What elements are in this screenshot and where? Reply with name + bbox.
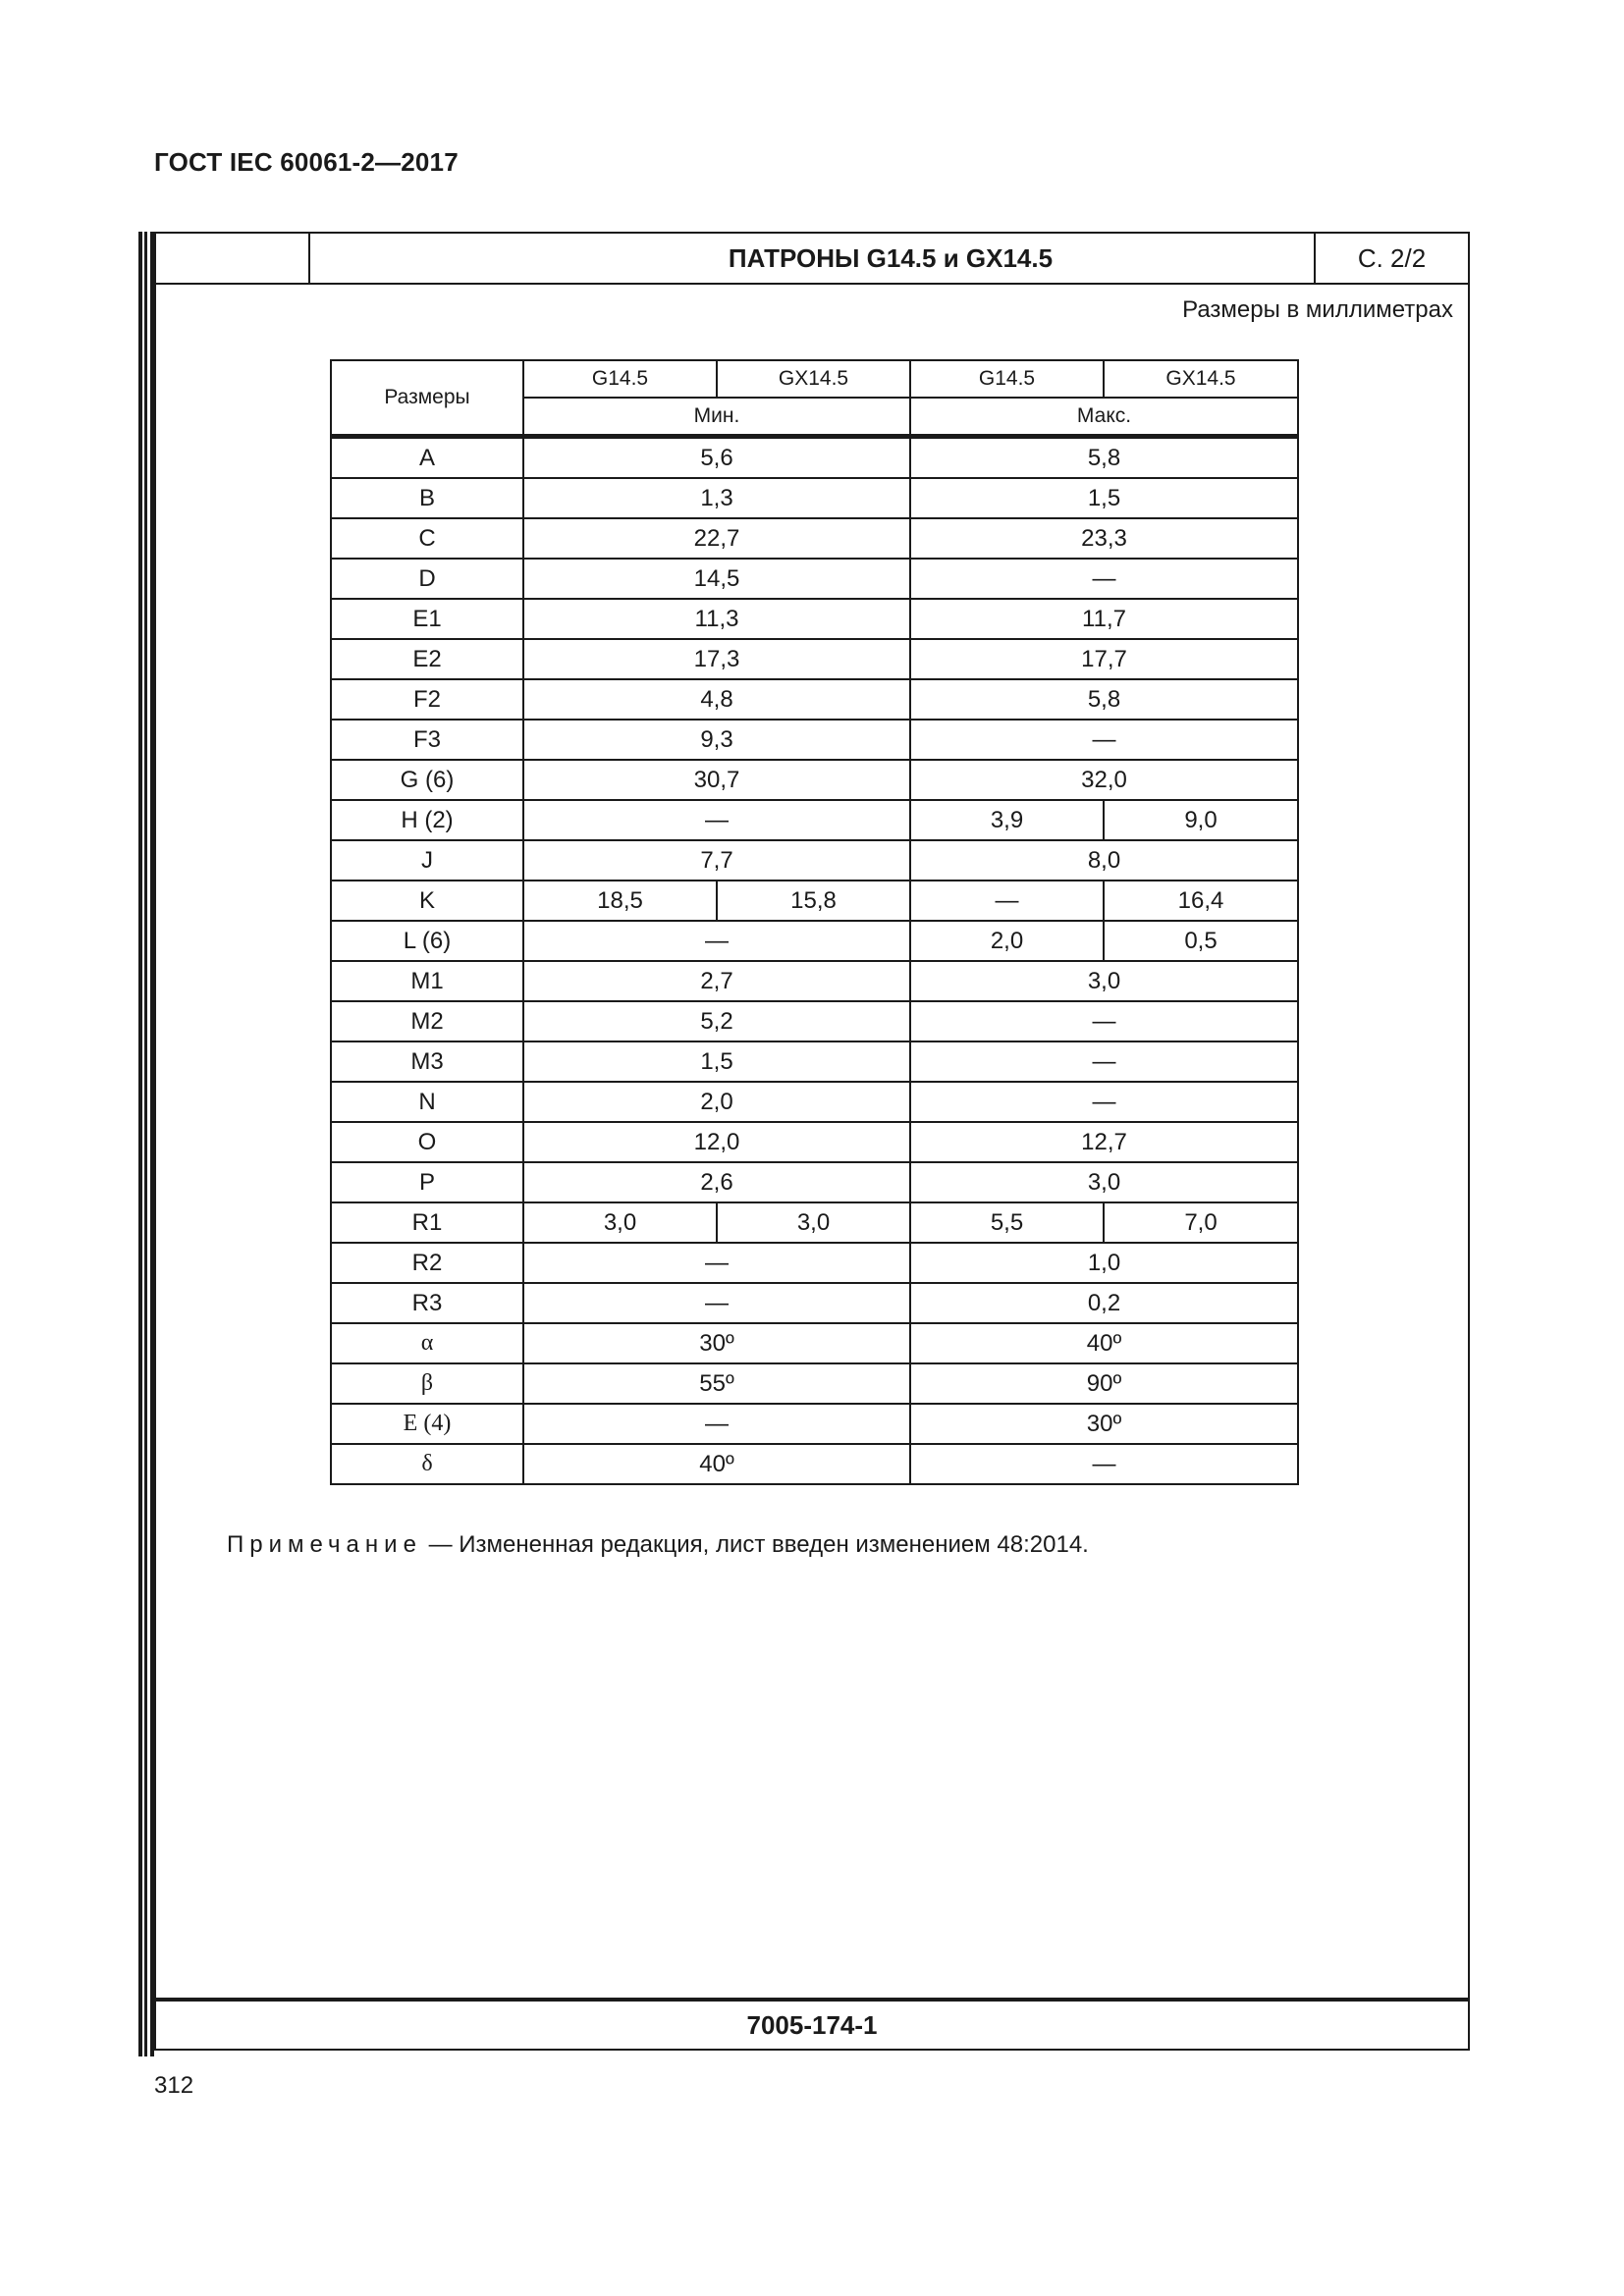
dimension-name: A [331,437,523,479]
dimension-name: M3 [331,1041,523,1082]
dimension-name: L (6) [331,921,523,961]
value-min: 55º [523,1363,910,1404]
column-header-dimensions: Размеры [331,360,523,437]
value-max: 5,5 [910,1202,1104,1243]
value-max: 23,3 [910,518,1298,559]
table-row [331,760,1298,800]
value-min: 3,0 [523,1202,717,1243]
column-header-gx145-max: GX14.5 [1104,360,1298,398]
page-number: 312 [154,2072,194,2099]
binding-margin-bar [138,232,154,2056]
dimension-name: B [331,478,523,518]
value-min: 7,7 [523,840,910,881]
value-max: 7,0 [1104,1202,1298,1243]
sheet-code: 7005-174-1 [156,1998,1468,2049]
value-min: 1,5 [523,1041,910,1082]
value-max: 9,0 [1104,800,1298,840]
column-header-g145-max: G14.5 [910,360,1104,398]
table-row [331,1082,1298,1122]
sheet-title: ПАТРОНЫ G14.5 и GX14.5 [728,242,1054,273]
value-min: — [523,1243,910,1283]
value-min: 15,8 [717,881,910,921]
table-row [331,800,1298,840]
dimension-name: M2 [331,1001,523,1041]
dimension-name: R2 [331,1243,523,1283]
value-max: 12,7 [910,1122,1298,1162]
table-row [331,840,1298,881]
table-row [331,478,1298,518]
dimension-name: J [331,840,523,881]
column-header-g145-min: G14.5 [523,360,717,398]
dimension-name: C [331,518,523,559]
value-min: 3,0 [717,1202,910,1243]
table-row [331,1444,1298,1484]
dimension-name: N [331,1082,523,1122]
table-row [331,599,1298,639]
value-min: 5,2 [523,1001,910,1041]
value-max: 0,5 [1104,921,1298,961]
table-row [331,720,1298,760]
value-min: — [523,921,910,961]
table-row [331,961,1298,1001]
sheet-frame [154,232,1470,2051]
dimension-name: H (2) [331,800,523,840]
sheet-page-indicator: С. 2/2 [1314,234,1468,283]
value-max: 1,0 [910,1243,1298,1283]
table-row [331,921,1298,961]
value-max: 2,0 [910,921,1104,961]
value-max: 40º [910,1323,1298,1363]
value-max: 17,7 [910,639,1298,679]
value-min: 2,7 [523,961,910,1001]
dimension-name: F3 [331,720,523,760]
table-row [331,1323,1298,1363]
value-max: — [910,1001,1298,1041]
dimensions-table [330,359,1299,1485]
note-label: Примечание [227,1531,422,1558]
note-text: — Измененная редакция, лист введен изменением 48:2014. [421,1531,1089,1558]
value-min: 2,6 [523,1162,910,1202]
value-min: 18,5 [523,881,717,921]
dimension-name: G (6) [331,760,523,800]
value-min: — [523,1283,910,1323]
table-row [331,1162,1298,1202]
dimension-name: F2 [331,679,523,720]
table-row [331,1404,1298,1444]
dimension-name: α [331,1323,523,1363]
table-row [331,437,1298,479]
value-max: 90º [910,1363,1298,1404]
value-max: — [910,881,1104,921]
table-row [331,1243,1298,1283]
dimension-name: R1 [331,1202,523,1243]
dimension-name: δ [331,1444,523,1484]
value-max: 16,4 [1104,881,1298,921]
dimension-name: P [331,1162,523,1202]
dimension-name: K [331,881,523,921]
value-min: 14,5 [523,559,910,599]
value-max: — [910,1082,1298,1122]
dimension-name: Ε (4) [331,1404,523,1444]
value-max: 8,0 [910,840,1298,881]
value-max: — [910,1041,1298,1082]
table-row [331,1283,1298,1323]
table-row [331,639,1298,679]
dimension-name: O [331,1122,523,1162]
value-max: 32,0 [910,760,1298,800]
note [227,1531,1089,1559]
table-row [331,559,1298,599]
value-min: 22,7 [523,518,910,559]
units-caption: Размеры в миллиметрах [1182,296,1453,323]
value-max: 30º [910,1404,1298,1444]
value-min: 9,3 [523,720,910,760]
title-cell-blank [156,234,310,283]
value-max: 5,8 [910,679,1298,720]
table-row [331,1202,1298,1243]
dimension-name: β [331,1363,523,1404]
value-max: — [910,720,1298,760]
column-header-max: Макс. [910,398,1298,437]
value-max: 5,8 [910,437,1298,479]
value-max: 3,0 [910,1162,1298,1202]
dimension-name: D [331,559,523,599]
table-row [331,1122,1298,1162]
value-min: 2,0 [523,1082,910,1122]
value-min: 30º [523,1323,910,1363]
table-row [331,518,1298,559]
value-max: 1,5 [910,478,1298,518]
value-max: 11,7 [910,599,1298,639]
value-max: — [910,1444,1298,1484]
dimension-name: E1 [331,599,523,639]
value-min: 40º [523,1444,910,1484]
dimension-name: M1 [331,961,523,1001]
table-row [331,679,1298,720]
value-min: — [523,1404,910,1444]
value-min: 17,3 [523,639,910,679]
table-row [331,1363,1298,1404]
table-row [331,881,1298,921]
table-row [331,1001,1298,1041]
value-min: — [523,800,910,840]
column-header-gx145-min: GX14.5 [717,360,910,398]
value-max: 3,0 [910,961,1298,1001]
value-min: 11,3 [523,599,910,639]
value-min: 30,7 [523,760,910,800]
dimension-name: E2 [331,639,523,679]
column-header-min: Мин. [523,398,910,437]
value-max: 3,9 [910,800,1104,840]
table-header-row [331,360,1298,398]
table-row [331,1041,1298,1082]
value-min: 1,3 [523,478,910,518]
value-min: 4,8 [523,679,910,720]
title-row [156,234,1468,285]
value-min: 12,0 [523,1122,910,1162]
value-min: 5,6 [523,437,910,479]
dimension-name: R3 [331,1283,523,1323]
document-header: ГОСТ IEC 60061-2—2017 [154,147,459,177]
value-max: — [910,559,1298,599]
value-max: 0,2 [910,1283,1298,1323]
